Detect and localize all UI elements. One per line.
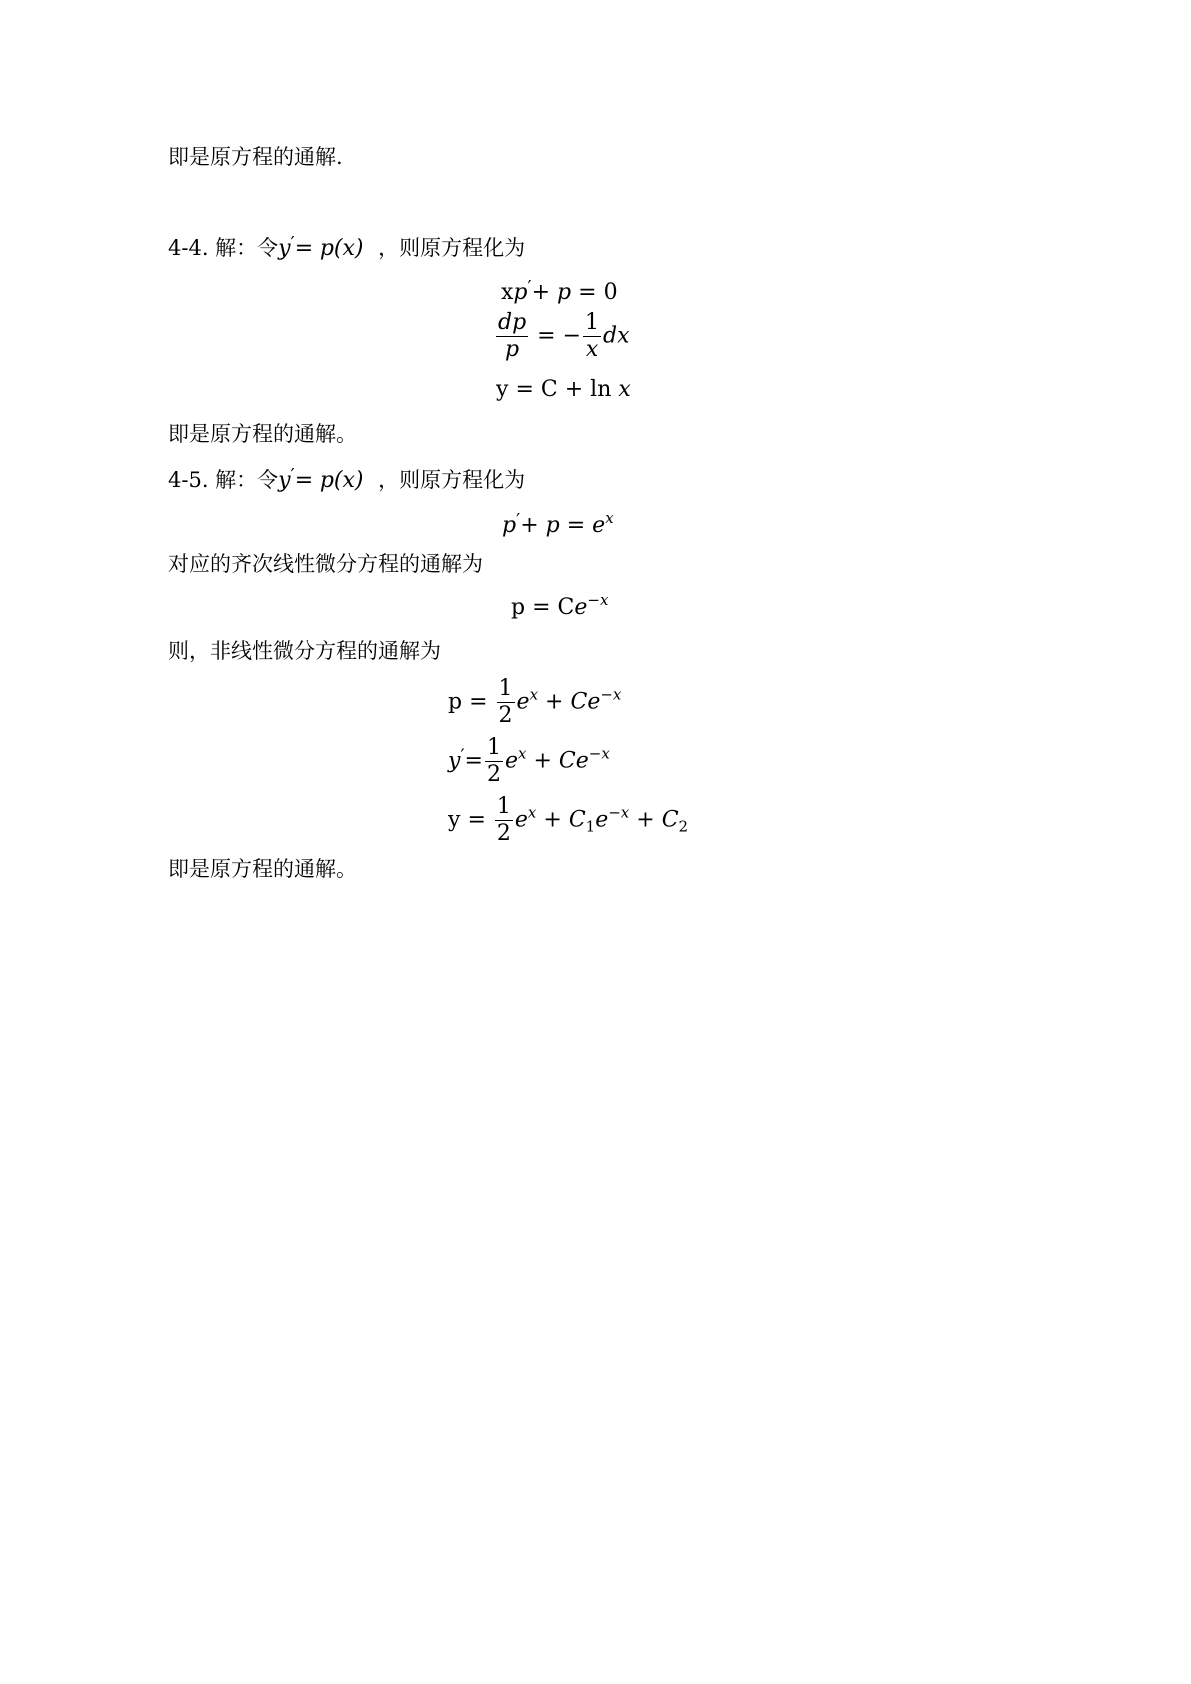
prime-mark: ′ (290, 233, 295, 254)
eq-x: x (501, 280, 514, 305)
inline-var-y: y (278, 236, 291, 261)
eq-equals: = (566, 513, 586, 538)
frac-num-1: 1 (585, 310, 600, 335)
eq-equals: = (515, 377, 534, 402)
frac-num-dp: dp (498, 310, 527, 335)
eq-y: y (496, 377, 509, 402)
eq-exp-x: x (605, 509, 614, 527)
text-line-homogeneous: 对应的齐次线性微分方程的通解为 (168, 552, 483, 576)
equation-4-4-a (501, 274, 618, 307)
eq-plus: + (543, 807, 562, 833)
eq-exp-neg-x: −x (587, 591, 609, 609)
eq-C: C (570, 689, 588, 715)
equation-4-4-c (496, 376, 631, 404)
eq-e: e (516, 689, 530, 715)
inline-px: p(x) (319, 236, 364, 261)
eq-e: e (514, 807, 528, 833)
eq-e2: e (587, 689, 601, 715)
equation-4-5-d (448, 735, 610, 788)
fraction-1-over-2 (485, 735, 503, 788)
eq-exp-x: x (529, 685, 539, 704)
eq-equals: = (532, 595, 551, 620)
problem-4-4-label: 4-4. 解：令 (168, 236, 279, 260)
equation-4-5-a (502, 507, 614, 540)
eq-y: y (448, 807, 461, 833)
eq-p2: p (545, 513, 560, 538)
inline-eq: = (294, 236, 314, 261)
frac-num-1: 1 (486, 735, 501, 760)
eq-C2: C (661, 807, 679, 833)
problem-4-4-tail: ，则原方程化为 (378, 236, 526, 260)
eq-exp-neg-x: −x (588, 744, 610, 763)
eq-p: p (513, 280, 528, 305)
equation-4-5-b (511, 591, 609, 622)
text-line-conclusion-2: 即是原方程的通解。 (168, 422, 357, 446)
problem-4-5-intro (168, 462, 525, 495)
eq-zero: 0 (603, 280, 618, 305)
eq-e2: e (595, 807, 609, 833)
problem-4-5-tail: ，则原方程化为 (378, 468, 526, 492)
text-line-conclusion-1: 即是原方程的通解. (168, 145, 343, 169)
eq-ln: ln (590, 377, 612, 402)
eq-plus2: + (636, 807, 655, 833)
fraction-dp-over-p (496, 310, 528, 363)
frac-den-2: 2 (496, 821, 511, 846)
eq-exp-x: x (518, 744, 527, 763)
eq-p2: p (557, 280, 572, 305)
eq-equals: = (469, 689, 488, 715)
eq-sub-1: 1 (585, 817, 596, 836)
frac-num-1: 1 (498, 676, 513, 701)
eq-equals: = (464, 748, 483, 774)
eq-e2: e (575, 748, 589, 774)
eq-plus: + (520, 513, 539, 538)
eq-p: p (448, 689, 463, 715)
text-line-conclusion-3: 即是原方程的通解。 (168, 857, 357, 881)
inline-var-y: y (278, 468, 291, 493)
eq-C: C (540, 377, 558, 402)
frac-den-2: 2 (486, 762, 501, 787)
problem-4-5-label: 4-5. 解：令 (168, 468, 279, 492)
prime-mark: ′ (290, 465, 295, 486)
frac-num-1: 1 (496, 794, 511, 819)
inline-px: p(x) (319, 468, 364, 493)
eq-C1: C (568, 807, 586, 833)
eq-p: p (511, 595, 526, 620)
eq-C: C (558, 748, 576, 774)
eq-plus: + (531, 280, 551, 305)
equation-4-5-e (448, 794, 688, 847)
fraction-1-over-x (583, 310, 601, 363)
eq-prime: ′ (460, 745, 465, 767)
eq-e: e (574, 595, 588, 620)
eq-e: e (592, 513, 606, 538)
eq-e: e (504, 748, 518, 774)
eq-plus: + (545, 689, 564, 715)
fraction-1-over-2 (497, 676, 515, 729)
eq-exp-neg-x: −x (600, 685, 622, 704)
eq-prime: ′ (516, 510, 521, 531)
eq-equals: = (578, 280, 597, 305)
frac-den-p: p (505, 337, 520, 362)
eq-y: y (448, 748, 461, 774)
eq-minus: − (562, 323, 582, 349)
equation-4-5-c (448, 676, 621, 729)
equation-4-4-b (494, 310, 630, 363)
frac-den-x: x (585, 337, 599, 362)
problem-4-4-intro (168, 230, 525, 263)
eq-plus: + (564, 377, 584, 402)
eq-exp-x: x (527, 803, 537, 822)
frac-den-2: 2 (498, 703, 513, 728)
eq-p: p (502, 513, 517, 538)
text-line-nonlinear: 则，非线性微分方程的通解为 (168, 639, 441, 663)
eq-dx: dx (603, 323, 630, 349)
eq-equals: = (537, 323, 556, 349)
eq-x: x (618, 377, 631, 402)
eq-plus: + (533, 748, 552, 774)
eq-equals: = (467, 807, 486, 833)
eq-prime: ′ (527, 277, 532, 298)
inline-eq: = (294, 468, 314, 493)
eq-sub-2: 2 (678, 817, 689, 836)
fraction-1-over-2 (495, 794, 513, 847)
eq-exp-neg-x: −x (608, 803, 630, 822)
eq-C: C (557, 595, 575, 620)
